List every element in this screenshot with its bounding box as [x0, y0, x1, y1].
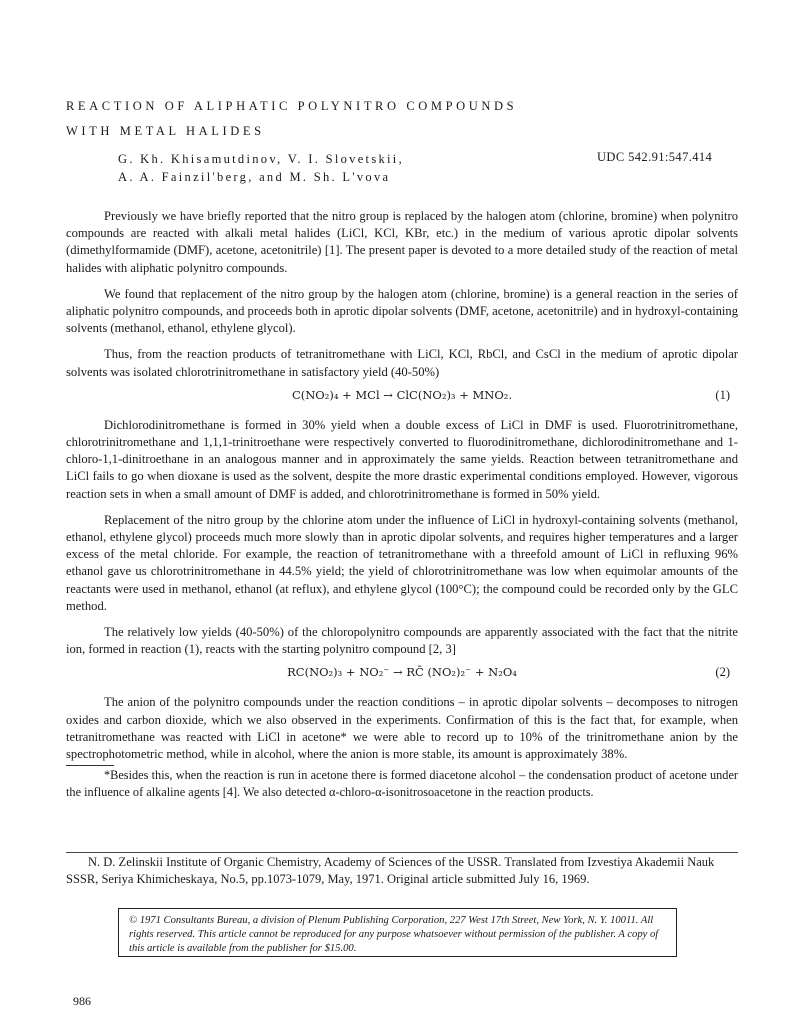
institute-divider [66, 852, 738, 853]
equation-2 [66, 664, 738, 682]
footnote-rule [66, 765, 114, 766]
udc-code: UDC 542.91:547.414 [597, 150, 713, 164]
paragraph-4: Dichlorodinitromethane is formed in 30% yield when a double excess of LiCl in DMF is used. Fluorotrinitromethane, chlorotrinitromethane and 1,1,1-trinitroethane were respectively converted to fluorodinitromethane, dichlorodinitromethane and 1-chloro-1,1-dinitroethane in an analogous manner and in approximately the same yields. Reaction between tetranitromethane and LiCl fails to go when dioxane is used as the solvent, despite the more drastic experimental conditions employed. However, vigorous reaction sets in when a small amount of DMF is added, and chlorotrinitromethane is formed in 50% yield. [66, 417, 738, 501]
equation-2-number: (2) [715, 665, 730, 680]
title-line-1: REACTION OF ALIPHATIC POLYNITRO COMPOUNDS [66, 99, 518, 113]
equation-1-formula: C(NO₂)₄ + MCl → ClC(NO₂)₃ + MNO₂. [291, 387, 513, 402]
equation-2-formula: RC(NO₂)₃ + NO₂⁻ → RC̄ (NO₂)₂⁻ + N₂O₄ [287, 665, 517, 680]
institute-note: N. D. Zelinskii Institute of Organic Chemistry, Academy of Sciences of the USSR. Translated from Izvestiya Akademii Nauk SSSR, Seriya Khimicheskaya, No.5, pp.1073-1079, May, 1971. Original article submitted July 16, 1969. [66, 855, 715, 886]
equation-1 [66, 387, 738, 405]
page-number: 986 [73, 994, 91, 1008]
paragraph-1: Previously we have briefly reported that the nitro group is replaced by the halogen atom (chlorine, bromine) when polynitro compounds are reacted with alkali metal halides (LiCl, KCl, KBr, etc.) in the medium of various aprotic dipolar solvents (dimethylformamide (DMF), acetone, acetonitrile) [1]. The present paper is devoted to a more detailed study of the reaction of metal halides with aliphatic polynitro compounds. [66, 209, 738, 275]
article-body [66, 208, 738, 809]
authors-line-2: A. A. Fainzil'berg, and M. Sh. L'vova [118, 170, 391, 184]
paragraph-6: The relatively low yields (40-50%) of the chloropolynitro compounds are apparently associated with the fact that the nitrite ion, formed in reaction (1), reacts with the starting polynitro compound [2, 3] [66, 625, 738, 657]
title-line-2: WITH METAL HALIDES [66, 124, 265, 138]
paragraph-3: Thus, from the reaction products of tetranitromethane with LiCl, KCl, RbCl, and CsCl in the medium of aprotic dipolar solvents was isolated chlorotrinitromethane in satisfactory yield (40-50%) [66, 347, 738, 379]
paragraph-5: Replacement of the nitro group by the chlorine atom under the influence of LiCl in hydroxyl-containing solvents (methanol, ethanol, ethylene glycol) proceeds much more slowly than in aprotic dipolar solvents, and requires higher temperatures and a larger excess of the metal chloride. For example, the reaction of tetranitromethane with a threefold amount of LiCl in refluxing 96% ethanol gave us chlorotrinitromethane in 44.5% yield; the yield of chlorotrinitromethane was low when equimolar amounts of the reactants were used in methanol, ethanol (at reflux), and ethylene glycol (100°C); the compound could be recorded only by the GLC method. [66, 512, 738, 613]
article-title [66, 94, 517, 144]
equation-1-number: (1) [715, 387, 730, 402]
author-list [118, 150, 404, 186]
copyright-notice: © 1971 Consultants Bureau, a division of Plenum Publishing Corporation, 227 West 17th Street, New York, N. Y. 10011. All rights reserved. This article cannot be reproduced for any purpose whatsoever without permission of the publisher. A copy of this article is available from the publisher for $15.00. [118, 908, 677, 957]
footnote: *Besides this, when the reaction is run in acetone there is formed diacetone alcohol – the condensation product of acetone under the influence of alkaline agents [4]. We also detected α-chloro-α-isonitrosoacetone in the reaction products. [66, 768, 738, 799]
authors-line-1: G. Kh. Khisamutdinov, V. I. Slovetskii, [118, 152, 405, 166]
paragraph-2: We found that replacement of the nitro group by the halogen atom (chlorine, bromine) is a general reaction in the series of aliphatic polynitro compounds, and proceeds both in aprotic dipolar solvents (DMF, acetone, acetonitrile) and in hydroxyl-containing solvents (methanol, ethanol, ethylene glycol). [66, 286, 738, 336]
paragraph-7: The anion of the polynitro compounds under the reaction conditions – in aprotic dipolar solvents – decomposes to nitrogen oxides and carbon dioxide, which we also observed in the experiments. Confirmation of this is the fact that, for example, when tetranitromethane was reacted with LiCl in acetone* we were able to record up to 10% of the trinitromethane anion by the spectrophotometric method, while in alcohol, where the anion is more stable, its amount is approximately 38%. [66, 695, 738, 762]
